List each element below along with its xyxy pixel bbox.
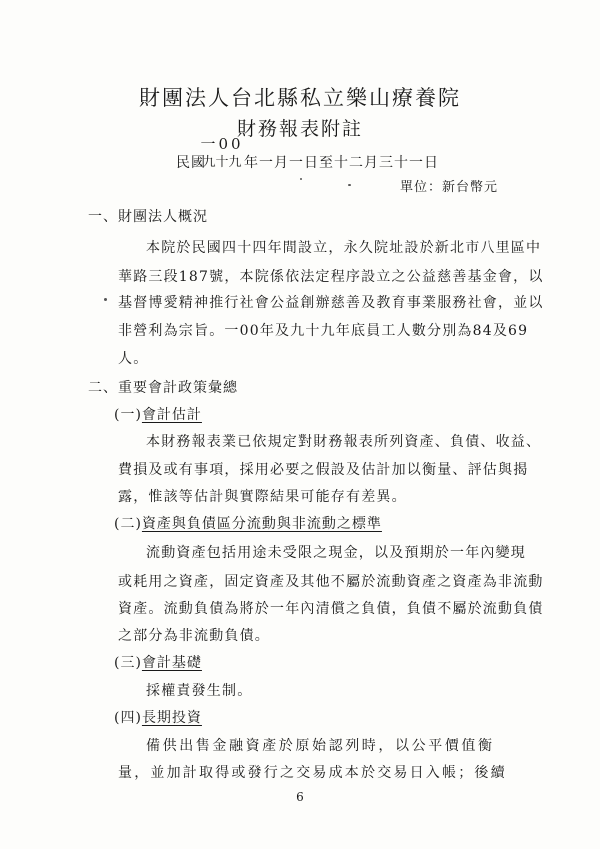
report-title: 財務報表附註 xyxy=(236,118,363,140)
section-heading-overview: 一、財團法人概況 xyxy=(88,209,208,225)
paragraph-line: 流動資產包括用途未受限之現金，以及預期於一年內變現 xyxy=(146,545,526,561)
paragraph-line: 或耗用之資產，固定資產及其他不屬於流動資產之資產為非流動 xyxy=(118,574,544,590)
paragraph-line: 採權責發生制。 xyxy=(146,683,253,699)
subsection-number: (三) xyxy=(114,655,142,671)
paragraph-line: 非營利為宗旨。一00年及九十九年底員工人數分別為84及69 xyxy=(118,323,529,339)
paragraph-line: 費損及或有事項，採用必要之假設及估計加以衡量、評估與揭 xyxy=(118,462,529,478)
paragraph-line: 華路三段187號，本院係依法定程序設立之公益慈善基金會，以 xyxy=(118,269,544,285)
paragraph-line: 露，惟該等估計與實際結果可能存有差異。 xyxy=(118,489,407,505)
subsection-title: 會計估計 xyxy=(141,407,202,423)
subsection-number: (二) xyxy=(114,516,142,532)
subsection-title: 長期投資 xyxy=(141,710,202,726)
page-number: 6 xyxy=(296,790,304,804)
scan-speck xyxy=(348,184,351,186)
paragraph-line: 備供出售金融資產於原始認列時，以公平價值衡 xyxy=(146,738,495,754)
paragraph-line: 本財務報表業已依規定對財務報表所列資產、負債、收益、 xyxy=(146,434,542,450)
subsection-number: (四) xyxy=(114,710,142,726)
period-prefix: 民國 xyxy=(176,155,206,171)
subsection-heading-long-term-investments xyxy=(114,707,202,727)
currency-unit: 單位：新台幣元 xyxy=(400,180,499,195)
paragraph-line: 本院於民國四十四年間設立，永久院址設於新北市八里區中 xyxy=(146,240,542,256)
paragraph-line: 之部分為非流動負債。 xyxy=(118,628,270,644)
scan-speck xyxy=(300,178,302,180)
subsection-number: (一) xyxy=(114,407,142,423)
organization-title: 財團法人台北縣私立樂山療養院 xyxy=(139,86,461,110)
scan-speck xyxy=(104,298,107,301)
year-current: 一00 xyxy=(200,135,244,153)
paragraph-line: 量，並加計取得或發行之交易成本於交易日入帳；後續 xyxy=(118,765,507,781)
paragraph-line: 人。 xyxy=(118,351,149,367)
year-previous: 九十九 xyxy=(202,155,242,170)
paragraph-line: 資產。流動負債為將於一年內清償之負債，負債不屬於流動負債 xyxy=(118,601,544,617)
subsection-title: 會計基礎 xyxy=(141,655,202,671)
subsection-heading-estimates xyxy=(114,404,202,424)
subsection-heading-current-noncurrent xyxy=(114,513,382,533)
paragraph-line: 基督博愛精神推行社會公益創辦慈善及教育事業服務社會，並以 xyxy=(118,295,544,311)
year-stack xyxy=(200,137,244,171)
subsection-title: 資產與負債區分流動與非流動之標準 xyxy=(141,516,382,532)
subsection-heading-accounting-basis xyxy=(114,652,202,672)
period-suffix: 年一月一日至十二月三十一日 xyxy=(244,155,439,171)
section-heading-accounting-policies: 二、重要會計政策彙總 xyxy=(88,380,238,396)
